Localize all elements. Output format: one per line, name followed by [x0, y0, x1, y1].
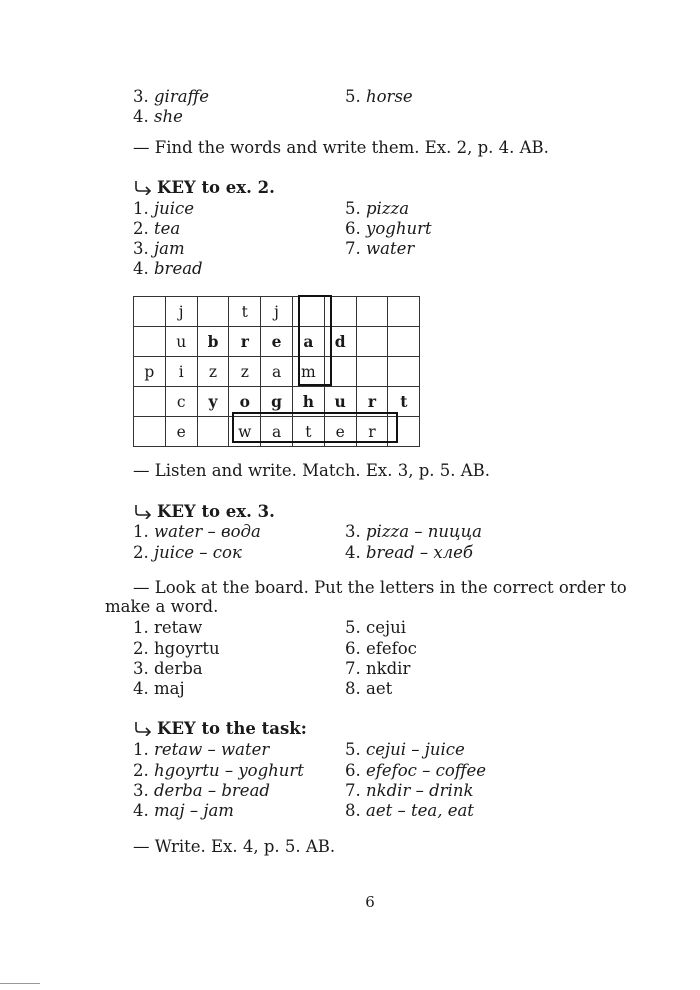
- list-text: retaw: [154, 618, 203, 637]
- grid-cell: [356, 327, 388, 357]
- grid-cell: a: [292, 327, 324, 357]
- grid-cell: [324, 357, 356, 387]
- list-text: pizza – пицца: [366, 522, 482, 541]
- grid-cell: z: [197, 357, 229, 387]
- grid-row: [134, 327, 420, 357]
- grid-cell: [134, 327, 166, 357]
- list-text: pizza: [366, 199, 410, 218]
- grid-cell: j: [261, 297, 293, 327]
- list-text: 7.: [345, 781, 361, 800]
- list-text: 6.: [345, 639, 361, 658]
- list-item: [133, 107, 183, 127]
- list-item: [345, 679, 392, 699]
- grid-cell: w: [229, 417, 261, 447]
- list-text: 5.: [345, 199, 361, 218]
- list-text: 3.: [345, 522, 361, 541]
- grid-cell: [388, 357, 420, 387]
- list-text: cejui – juice: [366, 740, 465, 759]
- grid-cell: t: [388, 387, 420, 417]
- list-text: nkdir – drink: [366, 781, 474, 800]
- list-text: 5.: [345, 740, 361, 759]
- item-word: horse: [366, 87, 413, 106]
- list-text: 5.: [345, 618, 361, 637]
- list-text: 4.: [133, 801, 149, 820]
- list-text: 2.: [133, 219, 149, 238]
- list-text: juice – сок: [154, 543, 242, 562]
- grid-cell: [197, 297, 229, 327]
- key-heading: [133, 719, 307, 739]
- key-title: KEY to ex. 2.: [157, 178, 275, 197]
- grid-cell: e: [261, 327, 293, 357]
- grid-cell: [356, 357, 388, 387]
- list-text: hgoyrtu – yoghurt: [154, 761, 304, 780]
- list-text: 3.: [133, 239, 149, 258]
- grid-cell: [292, 297, 324, 327]
- list-item: [345, 618, 406, 638]
- list-text: aet: [366, 679, 393, 698]
- key-heading: [133, 178, 275, 198]
- item-word: giraffe: [154, 87, 210, 106]
- item-word: she: [154, 107, 183, 126]
- grid-cell: j: [165, 297, 197, 327]
- grid-cell: e: [324, 417, 356, 447]
- list-text: nkdir: [366, 659, 411, 678]
- grid-cell: p: [134, 357, 166, 387]
- list-text: 2.: [133, 543, 149, 562]
- grid-cell: r: [356, 387, 388, 417]
- task-listen: — Listen and write. Match. Ex. 3, p. 5. AB.: [133, 461, 491, 480]
- grid-row: [134, 417, 420, 447]
- grid-cell: a: [261, 357, 293, 387]
- list-text: bread – хлеб: [366, 543, 474, 562]
- key-title: KEY to the task:: [157, 719, 307, 738]
- grid-cell: m: [292, 357, 324, 387]
- list-item: [345, 543, 473, 563]
- page-corner-mark: [0, 983, 40, 984]
- list-text: derba: [154, 659, 203, 678]
- list-text: bread: [154, 259, 203, 278]
- grid-cell: [356, 297, 388, 327]
- list-text: water: [366, 239, 415, 258]
- list-text: 2.: [133, 639, 149, 658]
- list-text: 4.: [133, 679, 149, 698]
- list-text: 3.: [133, 659, 149, 678]
- list-text: 3.: [133, 781, 149, 800]
- list-text: 7.: [345, 659, 361, 678]
- key-heading: [133, 502, 275, 522]
- grid-cell: r: [229, 327, 261, 357]
- list-text: 1.: [133, 740, 149, 759]
- grid-cell: t: [292, 417, 324, 447]
- page-number: 6: [365, 893, 375, 911]
- arrow-hook-icon: [133, 503, 153, 519]
- list-item: [345, 659, 410, 679]
- list-item: [345, 87, 413, 107]
- list-text: juice: [154, 199, 195, 218]
- list-item: [133, 659, 203, 679]
- list-item: [133, 239, 185, 259]
- list-text: 1.: [133, 199, 149, 218]
- list-item: [345, 781, 473, 801]
- list-item: [345, 801, 474, 821]
- list-item: [133, 761, 304, 781]
- grid-cell: [134, 387, 166, 417]
- list-item: [345, 639, 417, 659]
- grid-cell: d: [324, 327, 356, 357]
- grid-cell: y: [197, 387, 229, 417]
- list-text: 7.: [345, 239, 361, 258]
- task-write: — Write. Ex. 4, p. 5. AB.: [133, 837, 336, 856]
- grid-row: [134, 387, 420, 417]
- list-text: maj: [154, 679, 185, 698]
- grid-cell: [388, 327, 420, 357]
- grid-cell: i: [165, 357, 197, 387]
- list-text: jam: [154, 239, 185, 258]
- list-text: 2.: [133, 761, 149, 780]
- grid-cell: c: [165, 387, 197, 417]
- list-item: [133, 740, 269, 760]
- list-text: cejui: [366, 618, 407, 637]
- list-item: [345, 761, 486, 781]
- grid-cell: t: [229, 297, 261, 327]
- list-text: water – вода: [154, 522, 261, 541]
- grid-cell: r: [356, 417, 388, 447]
- list-item: [133, 618, 202, 638]
- grid-cell: g: [261, 387, 293, 417]
- list-text: 4.: [133, 259, 149, 278]
- list-text: efefoc: [366, 639, 417, 658]
- list-item: [133, 543, 242, 563]
- list-text: tea: [154, 219, 181, 238]
- list-text: 8.: [345, 801, 361, 820]
- list-item: [133, 522, 261, 542]
- grid-cell: h: [292, 387, 324, 417]
- task-board-line2: make a word.: [105, 597, 219, 616]
- grid-cell: [388, 297, 420, 327]
- grid-cell: u: [165, 327, 197, 357]
- grid-cell: u: [324, 387, 356, 417]
- arrow-hook-icon: [133, 179, 153, 195]
- list-item: [133, 801, 234, 821]
- list-item: [133, 781, 270, 801]
- grid-cell: e: [165, 417, 197, 447]
- grid-row: [134, 297, 420, 327]
- key-title: KEY to ex. 3.: [157, 502, 275, 521]
- grid-cell: b: [197, 327, 229, 357]
- list-item: [345, 522, 482, 542]
- list-text: aet – tea, eat: [366, 801, 474, 820]
- list-item: [345, 219, 432, 239]
- list-item: [133, 639, 220, 659]
- list-item: [133, 219, 180, 239]
- item-number: 3.: [133, 87, 149, 106]
- list-text: 6.: [345, 761, 361, 780]
- list-text: 1.: [133, 522, 149, 541]
- task-find-words: — Find the words and write them. Ex. 2, p. 4. AB.: [133, 138, 549, 157]
- list-item: [133, 679, 185, 699]
- arrow-hook-icon: [133, 720, 153, 736]
- grid-row: [134, 357, 420, 387]
- grid-cell: [134, 297, 166, 327]
- list-text: 6.: [345, 219, 361, 238]
- list-item: [345, 239, 414, 259]
- grid-cell: z: [229, 357, 261, 387]
- list-item: [133, 259, 203, 279]
- list-text: 1.: [133, 618, 149, 637]
- word-search-grid: [133, 296, 420, 447]
- grid-cell: [324, 297, 356, 327]
- item-number: 4.: [133, 107, 149, 126]
- list-text: maj – jam: [154, 801, 234, 820]
- list-item: [133, 199, 194, 219]
- list-text: retaw – water: [154, 740, 270, 759]
- list-text: 4.: [345, 543, 361, 562]
- item-number: 5.: [345, 87, 361, 106]
- grid-cell: [197, 417, 229, 447]
- list-text: derba – bread: [154, 781, 270, 800]
- grid-cell: [134, 417, 166, 447]
- task-board-line1: — Look at the board. Put the letters in the correct order to: [133, 578, 627, 597]
- list-text: yoghurt: [366, 219, 432, 238]
- list-item: [345, 740, 465, 760]
- list-text: efefoc – coffee: [366, 761, 487, 780]
- list-text: hgoyrtu: [154, 639, 220, 658]
- grid-cell: a: [261, 417, 293, 447]
- grid-cell: o: [229, 387, 261, 417]
- grid-cell: [388, 417, 420, 447]
- list-text: 8.: [345, 679, 361, 698]
- list-item: [133, 87, 209, 107]
- list-item: [345, 199, 409, 219]
